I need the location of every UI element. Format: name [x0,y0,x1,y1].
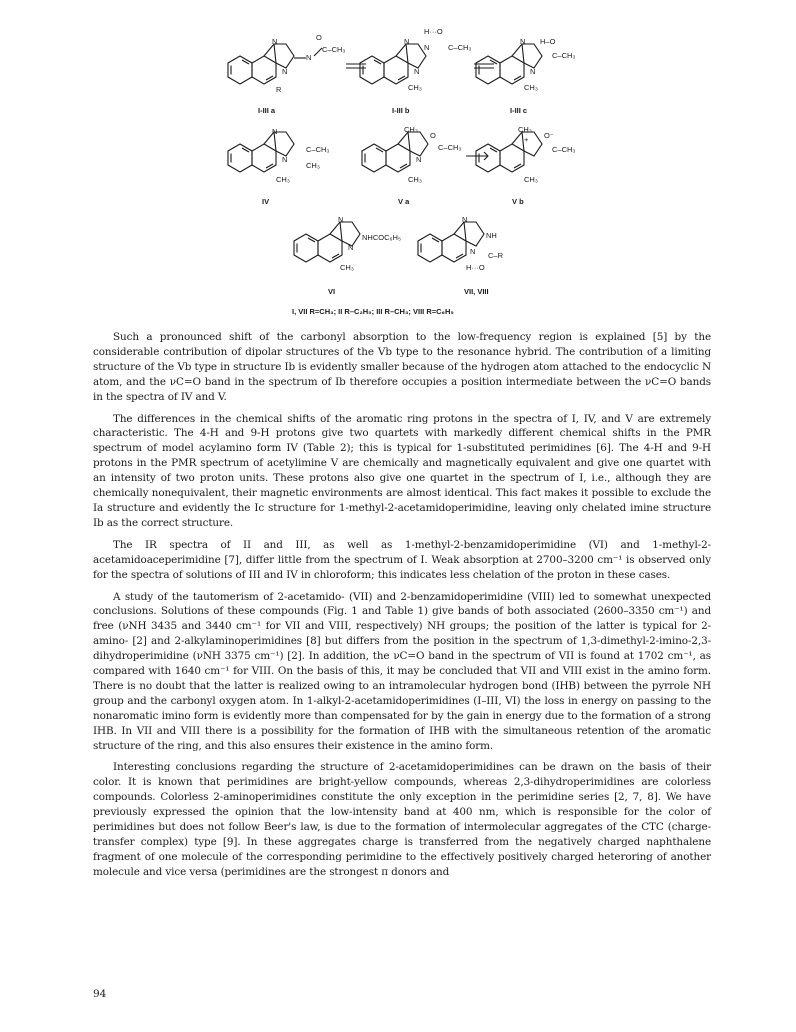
paragraph: Such a pronounced shift of the carbonyl absorption to the low-frequency region is explained [5] by the considerable contribution of dipolar structures of the Vb type to the resonance hybrid. The contribution of a limiting structure of the Vb type in structure Ib is evidently smaller because of the hydrogen atom attached to the endocyclic N atom, and the νC=O band in the spectrum of Ib therefore occupies a position intermediate between the νC=O bands in the spectra of IV and V. [93,331,711,403]
svg-text:V a: V a [398,197,410,206]
svg-text:+: + [524,135,529,144]
svg-text:CH₃: CH₃ [306,161,320,170]
svg-text:C–CH₃: C–CH₃ [552,51,576,60]
svg-text:CH₃: CH₃ [404,125,418,134]
svg-text:N: N [306,53,312,62]
structure-vb [476,125,575,206]
svg-text:CH₃: CH₃ [276,175,290,184]
svg-text:O⁻: O⁻ [544,131,554,140]
svg-text:N: N [282,67,288,76]
svg-text:C–CH₃: C–CH₃ [448,43,472,52]
paragraph: Interesting conclusions regarding the structure of 2-acetamidoperimidines can be drawn on the basis of their color. It is known that perimidines are bright-yellow compounds, whereas 2,3-dihydroperimidines are colorless compounds. Colorless 2-aminoperimidines constitute the only exception in the perimidine series [2, 7, 8]. We have previously expressed the opinion that the low-intensity band at 400 nm, which is responsible for the color of perimidines but does not follow Beer's law, is due to the formation of intermolecular aggregates of the CTC (charge-transfer complex) type [9]. In these aggregates charge is transferred from the negatively charged naphthalene fragment of one molecule of the corresponding perimidine to the effectively positively charged heteroring of another molecule and vice versa (perimidines are the strongest π donors and [93,761,711,878]
paragraph: A study of the tautomerism of 2-acetamido- (VII) and 2-benzamidoperimidine (VIII) led to somewhat unexpected conclusions. Solutions of these compounds (Fig. 1 and Table 1) give bands of both associated (2600–3350 cm⁻¹) and free (νNH 3435 and 3440 cm⁻¹ for VII and VIII, respectively) NH groups; the position of the latter is typical for 2-amino- [2] and 2-alkylaminoperimidines [8] but differs from the position in the spectrum of 1,3-dimethyl-2-imino-2,3-dihydroperimidine (νNH 3375 cm⁻¹) [2]. In addition, the νC=O band in the spectrum of VII is found at 1702 cm⁻¹, as compared with 1640 cm⁻¹ for VIII. On the basis of this, it may be concluded that VII and VIII exist in the amino form. There is no doubt that the latter is realized owing to an intramolecular hydrogen bond (IHB) between the pyrrole NH group and the carbonyl oxygen atom. In 1-alkyl-2-acetamidoperimidines (I–III, VI) the loss in energy on passing to the nonaromatic imino form is evidently more than compensated for by the gain in energy due to the formation of a strong IHB. In VII and VIII there is a possibility for the formation of IHB with the simultaneous retention of the aromatic structure of the ring, and this also ensures their existence in the amino form. [93,590,711,752]
structure-iv [228,127,329,206]
svg-text:R: R [276,85,282,94]
svg-text:CH₃: CH₃ [408,83,422,92]
svg-text:CH₃: CH₃ [408,175,422,184]
svg-text:N: N [338,215,344,224]
structure-viiviii [418,215,504,296]
svg-text:N: N [282,155,288,164]
svg-text:N: N [424,43,430,52]
svg-text:I-III a: I-III a [258,106,276,115]
svg-text:NH: NH [486,231,497,240]
svg-text:C–CH₃: C–CH₃ [552,145,576,154]
svg-text:CH₃: CH₃ [524,83,538,92]
structure-iiia [228,33,345,115]
svg-text:H–O: H–O [540,37,556,46]
svg-text:NHCOC₆H₅: NHCOC₆H₅ [362,233,401,242]
svg-text:C–CH₃: C–CH₃ [306,145,330,154]
structure-iiib [360,27,471,115]
svg-text:I-III b: I-III b [392,106,410,115]
svg-text:CH₃: CH₃ [524,175,538,184]
svg-text:N: N [416,155,422,164]
svg-text:C–CH₃: C–CH₃ [438,143,462,152]
svg-text:N: N [404,37,410,46]
svg-text:O: O [430,131,436,140]
structure-vi [294,215,401,296]
svg-text:N: N [462,215,468,224]
svg-text:N: N [530,67,536,76]
svg-text:N: N [272,37,278,46]
svg-text:N: N [272,127,278,136]
svg-text:CH₃: CH₃ [518,125,532,134]
structure-iiic [476,37,575,115]
svg-text:O: O [316,33,322,42]
svg-text:H···O: H···O [424,27,443,36]
svg-text:C–CH₃: C–CH₃ [322,45,346,54]
svg-text:H···O: H···O [466,263,485,272]
svg-text:CH₃: CH₃ [340,263,354,272]
svg-text:IV: IV [262,197,270,206]
svg-text:C–R: C–R [488,251,504,260]
svg-text:N: N [470,247,476,256]
structure-va [362,125,461,206]
svg-text:VI: VI [328,287,336,296]
svg-text:VII, VIII: VII, VIII [464,287,489,296]
structures-figure [0,0,796,318]
svg-text:N: N [414,67,420,76]
paragraph: The differences in the chemical shifts of the aromatic ring protons in the spectra of I, IV, and V are extremely characteristic. The 4-H and 9-H protons give two quartets with markedly different chemical shifts in the PMR spectrum of model acylamino form IV (Table 2); this is typical for 1-substituted perimidines [6]. The 4-H and 9-H protons in the PMR spectrum of acetylimine V are chemically and magnetically equivalent and give one quartet with an intensity of two proton units. These protons also give one quartet in the spectrum of I, i.e., although they are chemically nonequivalent, their magnetic environments are almost identical. This fact makes it possible to exclude the Ia structure and evidently the Ic structure for 1-methyl-2-acetamidoperimidine, leaving only chelated imine structure Ib as the correct structure. [93,412,711,529]
paragraph: The IR spectra of II and III, as well as 1-methyl-2-benzamidoperimidine (VI) and 1-methyl-2-acetamidoaceperimidine [7], differ little from the spectrum of I. Weak absorption at 2700–3200 cm⁻¹ is observed only for the spectra of solutions of III and IV in chloroform; this indicates less chelation of the proton in these cases. [93,538,711,581]
svg-text:I-III c: I-III c [510,106,528,115]
svg-text:N: N [520,37,526,46]
svg-text:V b: V b [512,197,524,206]
body-text [93,330,711,887]
page-number: 94 [93,988,107,1000]
svg-text:N: N [348,243,354,252]
figure-legend: I, VII R=CH₃; II R–C₂H₅; III R–CH₃; VIII R=C₆H₅ [292,307,454,316]
